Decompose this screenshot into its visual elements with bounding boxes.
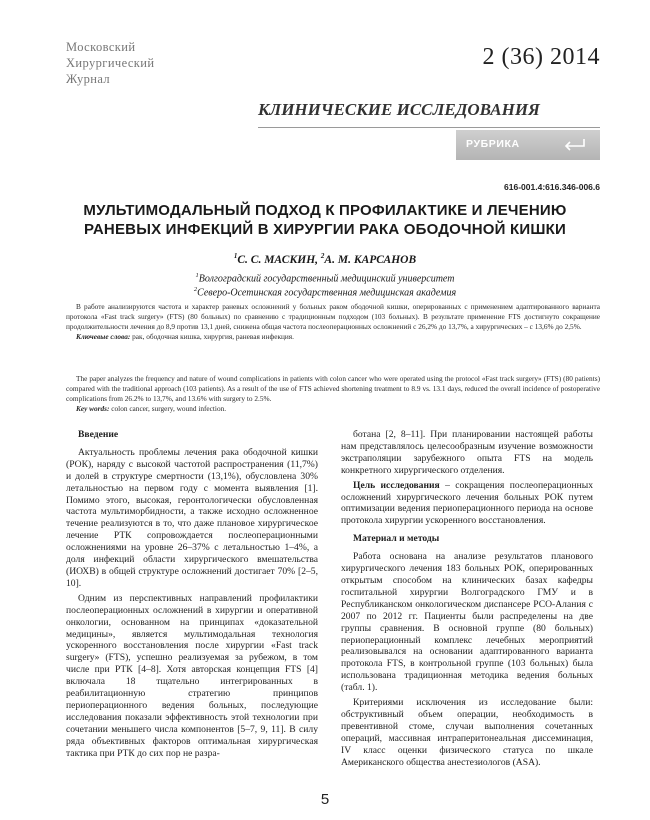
rubric-badge bbox=[456, 130, 600, 160]
author-1-sup: 1 bbox=[233, 252, 238, 260]
abstract-ru-text: В работе анализируются частота и характер раневых осложнений у больных раком ободочной кишки, оперированных с применением адаптированного варианта протокола «Fast track surgery» (FTS) (80 больных) по сравнению с традиционным подходом (103 больных). В результате применение FTS достигнуто сокращение продолжительности лечения до 8,9 против 13,1 дней, снижена общая частота послеоперационных осложнений с 26,2% до 13,7%, а хирургических – с 13,6% до 2,5%. bbox=[66, 302, 600, 332]
intro-heading: Введение bbox=[78, 429, 119, 440]
abstract-en bbox=[66, 374, 600, 414]
methods-heading: Материал и методы bbox=[353, 533, 440, 545]
affiliation-1 bbox=[60, 272, 590, 284]
abstract-en-text: The paper analyzes the frequency and nature of wound complications in patients with colon cancer who were operated using the protocol «Fast track surgery» (FTS) (80 patients) compared with the traditional approach (103 patients). As a result of the use of FTS achieved shortening treatment to 8.9 vs. 13.1 days, reduced the overall incidence of postoperative complications from 26.2% to 13,7%, and 13.6% with surgery to 2.5%. bbox=[66, 374, 600, 404]
keywords-label-ru: Ключевые слова: bbox=[76, 332, 131, 342]
rubric-label: РУБРИКА bbox=[466, 138, 520, 150]
affiliation-1-name: Волгоградский государственный медицинский университет bbox=[198, 273, 455, 285]
intro-paragraph-2: Одним из перспективных направлений профилактики послеоперационных осложнений в хирургии и оперативной онкологии, основанном на принципах «доказательной медицины», является мультимодальная технология ускоренного восстановления после хирургии «Fast track surgery» (FTS), успешно реализуемая за рубежом, в том числе при РТК [4–8]. Хотя авторская концепция FTS [4] включала 18 тщательно интегрированных в реабилитационную стратегию принципов периоперационного ведения больных, последующие исследования показали эффективность этой технологии при сочетании меньшего числа компонентов [5–7, 9, 11]. В силу ряда объективных факторов оптимальная хирургическая тактика при РТК до сих пор не разра- bbox=[66, 592, 318, 759]
abstract-ru-keywords bbox=[66, 332, 600, 342]
author-2-name: А. М. КАРСАНОВ bbox=[324, 253, 417, 266]
article-title-line-2: РАНЕВЫХ ИНФЕКЦИЙ В ХИРУРГИИ РАКА ОБОДОЧНОЙ КИШКИ bbox=[84, 221, 566, 238]
body-column-right bbox=[341, 429, 593, 768]
aim-label: Цель исследования bbox=[353, 479, 440, 491]
affiliation-2 bbox=[60, 286, 590, 298]
aim-paragraph bbox=[341, 480, 593, 528]
keywords-ru: рак, ободочная кишка, хирургия, раневая инфекция. bbox=[130, 332, 294, 342]
keywords-label-en: Key words: bbox=[76, 404, 110, 414]
article-title-line-1: МУЛЬТИМОДАЛЬНЫЙ ПОДХОД К ПРОФИЛАКТИКЕ И ЛЕЧЕНИЮ bbox=[83, 202, 567, 219]
intro-paragraph-1: Актуальность проблемы лечения рака ободочной кишки (РОК), наряду с высокой частотой распространения (11,7%) и долей в структуре смертности (13,1%), обусловлена 30% летальностью на первом году с момента выявления [1]. Помимо этого, высокая, геронтологически обусловленная частота мультиморбидности, а также исходно осложненное течение реализуются в то, что даже плановое хирургическое лечение РТК сопровождается послеоперационными осложнениями на уровне 26–37% с летальностью 1–4%, а доля инфекций области хирургического вмешательства (ИОХВ) в общей структуре осложнений достигает 70% [2–5, 10]. bbox=[66, 446, 318, 589]
page-number: 5 bbox=[320, 791, 330, 808]
section-divider bbox=[258, 127, 600, 128]
affiliation-1-sup: 1 bbox=[195, 272, 199, 279]
aim-text: – сокращения послеоперационных осложнений хирургического лечения больных РОК путем оптимизации ведения периоперационного периода на основе протокола хирургии ускоренного восстановления. bbox=[341, 479, 593, 527]
logo-line-1: Московский bbox=[66, 40, 136, 54]
intro-paragraph-3: ботана [2, 8–11]. При планировании настоящей работы нам представлялось целесообразным изучение возможности экстраполяции зарубежного опыта FTS на модель конкретного хирургического отделения. bbox=[341, 429, 593, 476]
return-arrow-icon bbox=[562, 136, 586, 152]
udc-code: 616-001.4:616.346-006.6 bbox=[504, 182, 600, 192]
authors bbox=[60, 252, 590, 266]
methods-paragraph-2: Критериями исключения из исследование были: обструктивный объем операции, необходимость в превентивной стоме, случаи выполнения сочетанных операций, массивная интраперитонеальная диссеминация, IV класс оценки физического статуса по шкале Американского общества анестезиологов (ASA). bbox=[341, 697, 593, 768]
methods-paragraph-1: Работа основана на анализе результатов планового хирургического лечения 183 больных РОК, оперированных открытым способом на клинических базах кафедры госпитальной хирургии Волгоградского ГМУ и в Республиканском онкологическом диспансере РСО-Алания с 2007 по 2012 гг. Пациенты были распределены на две группы сравнения. В основной группе (80 больных) периоперационный комплекс лечебных мероприятий реализовывался на основании адаптированного варианта протокола FTS, в контрольной группе (103 больных) была использована традиционная методика ведения больных (табл. 1). bbox=[341, 551, 593, 694]
section-title: КЛИНИЧЕСКИЕ ИССЛЕДОВАНИЯ bbox=[258, 100, 540, 119]
keywords-en: colon cancer, surgery, wound infection. bbox=[109, 404, 227, 414]
logo-line-3: Журнал bbox=[66, 72, 111, 86]
abstract-ru bbox=[66, 302, 600, 342]
body-column-left bbox=[66, 429, 318, 759]
abstract-en-keywords bbox=[66, 404, 600, 414]
author-2-sup: 2 bbox=[320, 252, 325, 260]
journal-logo bbox=[66, 42, 206, 92]
affiliation-2-sup: 2 bbox=[193, 286, 198, 293]
affiliation-2-name: Северо-Осетинская государственная медицинская академия bbox=[197, 287, 457, 299]
author-1-name: С. С. МАСКИН, bbox=[237, 253, 321, 266]
logo-line-2: Хирургический bbox=[66, 56, 155, 70]
issue-number: 2 (36) 2014 bbox=[482, 44, 600, 70]
